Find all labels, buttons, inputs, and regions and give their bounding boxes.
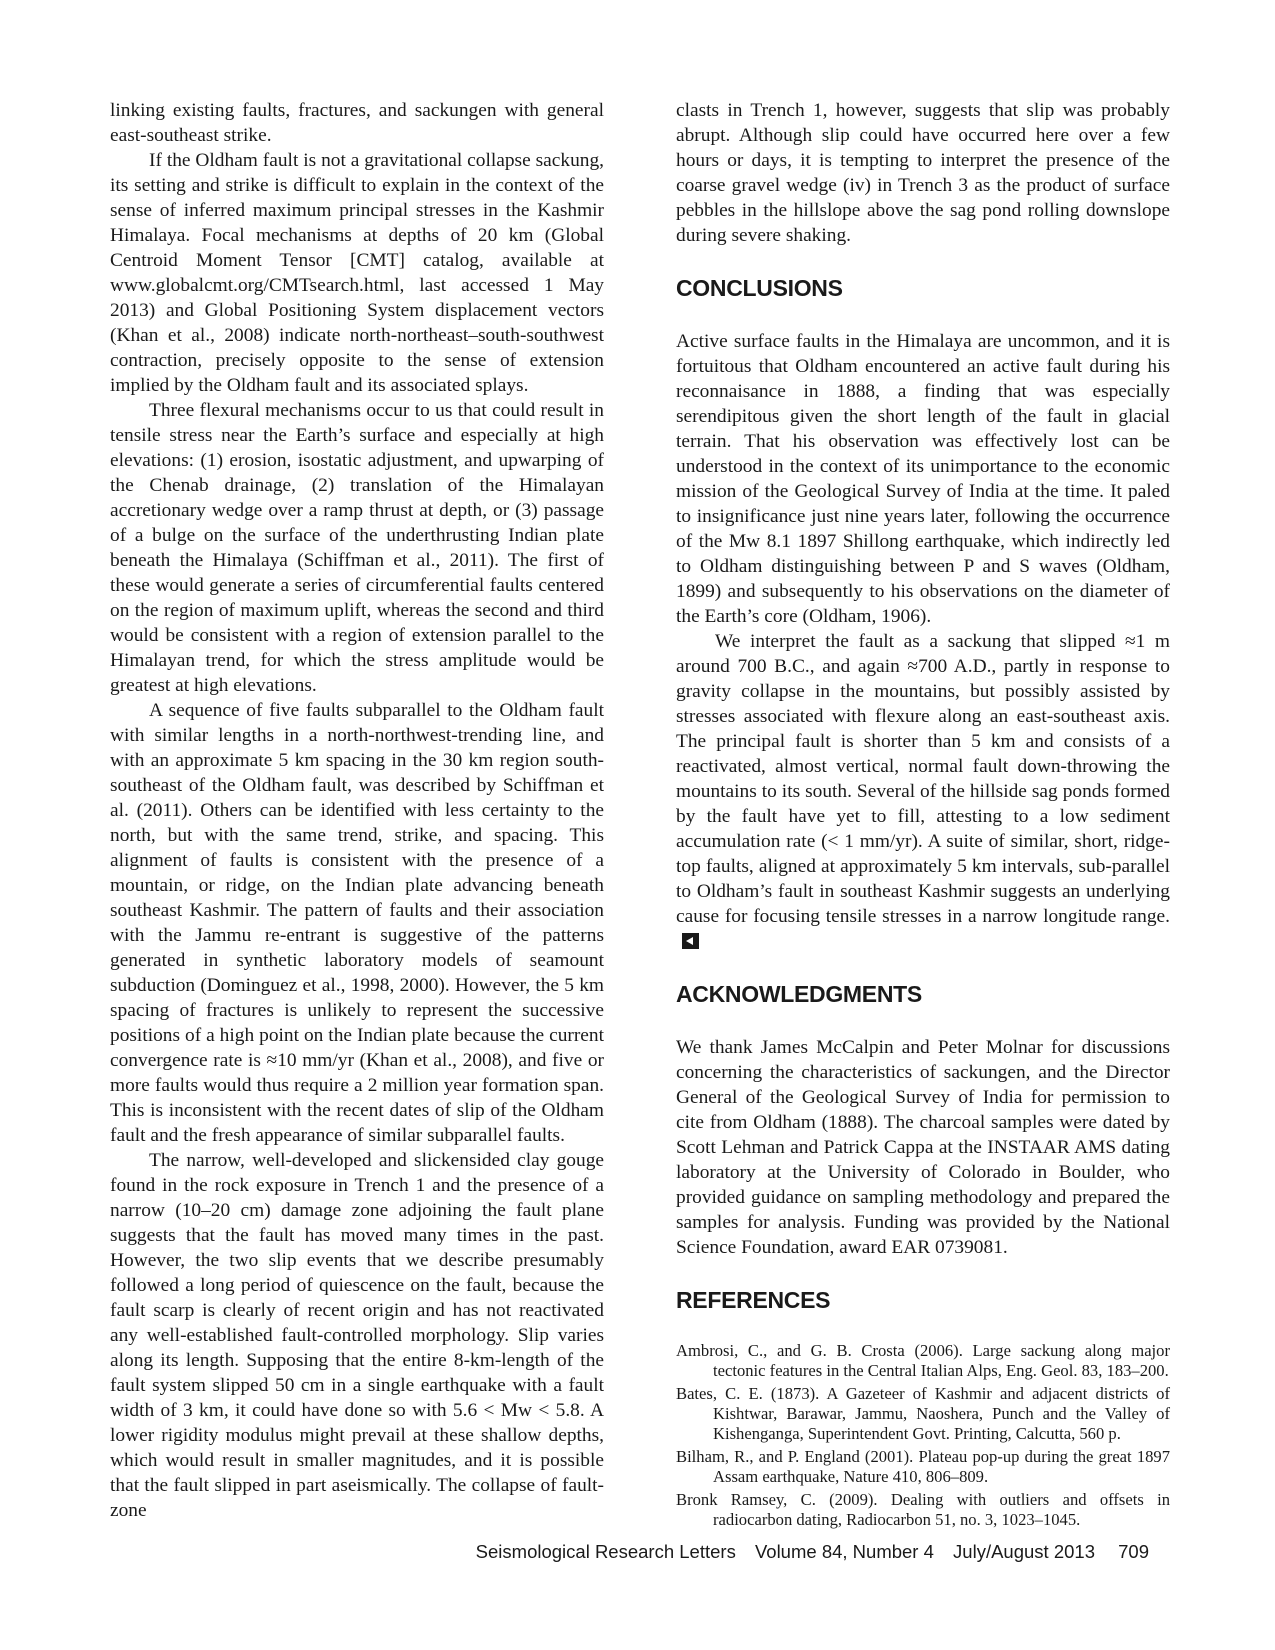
left-column <box>110 98 604 1523</box>
journal-name: Seismological Research Letters <box>475 1541 736 1562</box>
paragraph-text: We interpret the fault as a sackung that slipped ≈1 m around 700 B.C., and again ≈700 A.D., partly in response to gravity collapse in the mountains, but possibly assisted by stresses associated with flexure along an east-southeast axis. The principal fault is shorter than 5 km and consists of a reactivated, almost vertical, normal fault down-throwing the mountains to its south. Several of the hillside sag ponds formed by the fault have yet to fill, attesting to a low sediment accumulation rate (< 1 mm/yr). A suite of similar, short, ridge-top faults, aligned at approximately 5 km intervals, sub-parallel to Oldham’s fault in southeast Kashmir suggests an underlying cause for focusing tensile stresses in a narrow longitude range. <box>676 631 1170 927</box>
page-footer <box>0 1541 1275 1563</box>
paragraph <box>676 629 1170 954</box>
paragraph: A sequence of five faults subparallel to the Oldham fault with similar lengths in a north-northwest-trending line, and with an approximate 5 km spacing in the 30 km region south-southeast of the Oldham fault, was described by Schiffman et al. (2011). Others can be identified with less certainty to the north, but with the same trend, strike, and spacing. This alignment of faults is consistent with the presence of a mountain, or ridge, on the Indian plate advancing beneath southeast Kashmir. The pattern of faults and their association with the Jammu re-entrant is suggestive of the patterns generated in synthetic laboratory models of seamount subduction (Dominguez et al., 1998, 2000). However, the 5 km spacing of fractures is unlikely to represent the successive positions of a high point on the Indian plate because the current convergence rate is ≈10 mm/yr (Khan et al., 2008), and five or more faults would thus require a 2 million year formation span. This is inconsistent with the recent dates of slip of the Oldham fault and the fresh appearance of similar subparallel faults. <box>110 700 604 1146</box>
reference-item: Bronk Ramsey, C. (2009). Dealing with outliers and offsets in radiocarbon dating, Radiocarbon 51, no. 3, 1023–1045. <box>676 1490 1170 1529</box>
references-heading: REFERENCES <box>676 1287 831 1313</box>
paragraph: The narrow, well-developed and slickensided clay gouge found in the rock exposure in Trench 1 and the presence of a narrow (10–20 cm) damage zone adjoining the fault plane suggests that the fault has moved many times in the past. However, the two slip events that we describe presumably followed a long period of quiescence on the fault, because the fault scarp is clearly of recent origin and has not reactivated any well-established fault-controlled morphology. Slip varies along its length. Supposing that the entire 8-km-length of the fault system slipped 50 cm in a single earthquake with a fault width of 3 km, it could have done so with 5.6 < Mw < 5.8. A lower rigidity modulus might prevail at these shallow depths, which would result in smaller magnitudes, and it is possible that the fault slipped in part aseismically. The collapse of fault-zone <box>110 1150 604 1521</box>
right-column <box>676 98 1170 1533</box>
page-number: 709 <box>1118 1541 1149 1562</box>
issue-date: July/August 2013 <box>953 1541 1095 1562</box>
paragraph: linking existing faults, fractures, and sackungen with general east-southeast strike. <box>110 100 604 146</box>
acknowledgments-heading: ACKNOWLEDGMENTS <box>676 981 922 1007</box>
reference-item: Bates, C. E. (1873). A Gazeteer of Kashmir and adjacent districts of Kishtwar, Barawar, Jammu, Naoshera, Punch and the Valley of Kishenganga, Superintendent Govt. Printing, Calcutta, 560 p. <box>676 1384 1170 1443</box>
reference-item: Ambrosi, C., and G. B. Crosta (2006). Large sackung along major tectonic features in the Central Italian Alps, Eng. Geol. 83, 183–200. <box>676 1341 1170 1380</box>
paragraph: clasts in Trench 1, however, suggests that slip was probably abrupt. Although slip could have occurred here over a few hours or days, it is tempting to interpret the presence of the coarse gravel wedge (iv) in Trench 3 as the product of surface pebbles in the hillslope above the sag pond rolling downslope during severe shaking. <box>676 100 1170 246</box>
paragraph: We thank James McCalpin and Peter Molnar for discussions concerning the characteristics of sackungen, and the Director General of the Geological Survey of India for permission to cite from Oldham (1888). The charcoal samples were dated by Scott Lehman and Patrick Cappa at the INSTAAR AMS dating laboratory at the University of Colorado in Boulder, who provided guidance on sampling methodology and prepared the samples for analysis. Funding was provided by the National Science Foundation, award EAR 0739081. <box>676 1037 1170 1258</box>
end-mark-icon <box>682 933 699 949</box>
volume-info: Volume 84, Number 4 <box>754 1541 934 1562</box>
paragraph: If the Oldham fault is not a gravitational collapse sackung, its setting and strike is difficult to explain in the context of the sense of inferred maximum principal stresses in the Kashmir Himalaya. Focal mechanisms at depths of 20 km (Global Centroid Moment Tensor [CMT] catalog, available at www.globalcmt.org/CMTsearch.html, last accessed 1 May 2013) and Global Positioning System displacement vectors (Khan et al., 2008) indicate north-northeast–south-southwest contraction, precisely opposite to the sense of extension implied by the Oldham fault and its associated splays. <box>110 150 604 396</box>
paragraph: Active surface faults in the Himalaya are uncommon, and it is fortuitous that Oldham encountered an active fault during his reconnaisance in 1888, a finding that was especially serendipitous given the short length of the fault in glacial terrain. That his observation was effectively lost can be understood in the context of its unimportance to the economic mission of the Geological Survey of India at the time. It paled to insignificance just nine years later, following the occurrence of the Mw 8.1 1897 Shillong earthquake, which indirectly led to Oldham distinguishing between P and S waves (Oldham, 1899) and subsequently to his observations on the diameter of the Earth’s core (Oldham, 1906). <box>676 331 1170 627</box>
conclusions-heading: CONCLUSIONS <box>676 275 843 301</box>
reference-item: Bilham, R., and P. England (2001). Plateau pop-up during the great 1897 Assam earthquake, Nature 410, 806–809. <box>676 1447 1170 1486</box>
paragraph: Three flexural mechanisms occur to us that could result in tensile stress near the Earth’s surface and especially at high elevations: (1) erosion, isostatic adjustment, and upwarping of the Chenab drainage, (2) translation of the Himalayan accretionary wedge over a ramp thrust at depth, or (3) passage of a bulge on the surface of the underthrusting Indian plate beneath the Himalaya (Schiffman et al., 2011). The first of these would generate a series of circumferential faults centered on the region of maximum uplift, whereas the second and third would be consistent with a region of extension parallel to the Himalayan trend, for which the stress amplitude would be greatest at high elevations. <box>110 400 604 696</box>
reference-list <box>676 1341 1170 1530</box>
